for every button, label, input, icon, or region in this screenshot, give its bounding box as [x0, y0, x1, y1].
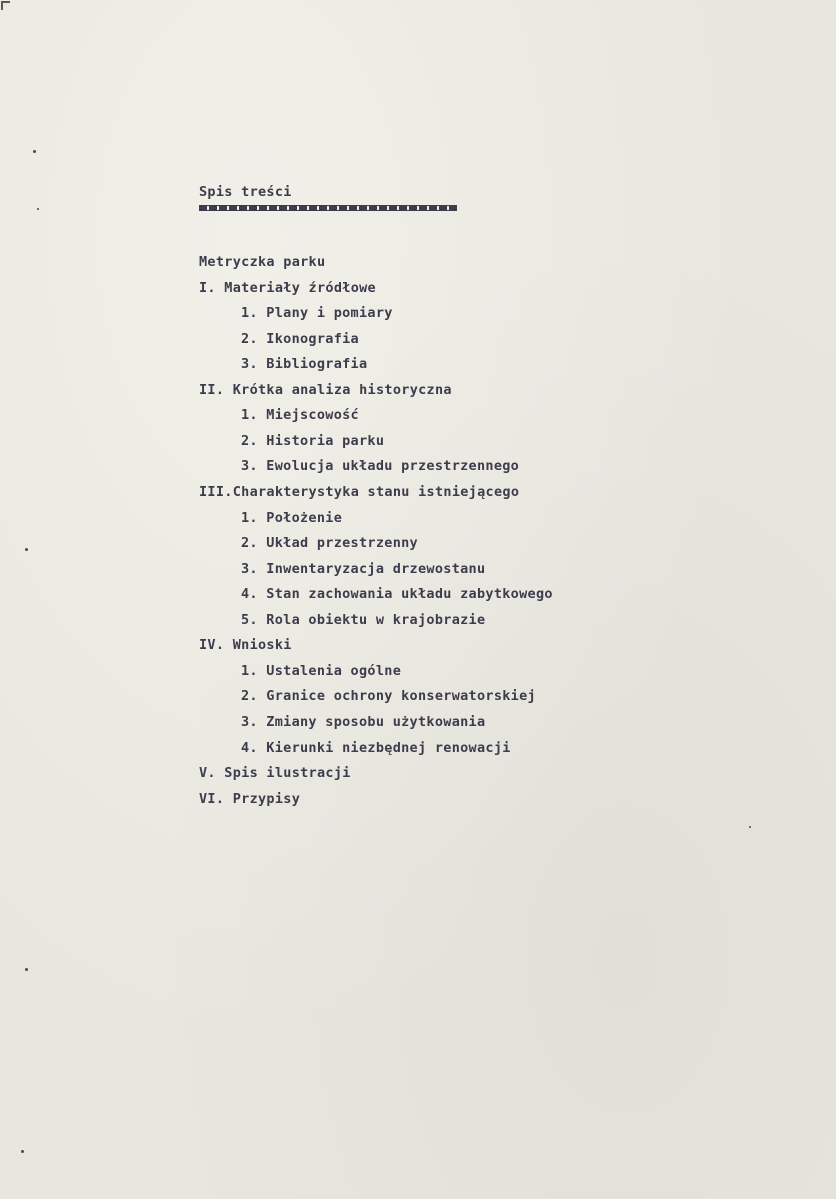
- toc-subentry: 3. Bibliografia: [241, 356, 368, 372]
- toc-subentry: 3. Inwentaryzacja drzewostanu: [241, 561, 486, 577]
- toc-subentry: 3. Zmiany sposobu użytkowania: [241, 714, 486, 730]
- toc-chapter: IV. Wnioski: [199, 637, 292, 653]
- toc-subentry: 2. Granice ochrony konserwatorskiej: [241, 688, 536, 704]
- toc-chapter: VI. Przypisy: [199, 791, 301, 807]
- toc-chapter: V. Spis ilustracji: [199, 765, 351, 781]
- title-underline: [199, 205, 457, 211]
- toc-chapter: I. Materiały źródłowe: [199, 280, 376, 296]
- toc-chapter: III.Charakterystyka stanu istniejącego: [199, 484, 520, 500]
- toc-subentry: 1. Miejscowość: [241, 407, 359, 423]
- toc-subentry: 5. Rola obiektu w krajobrazie: [241, 612, 486, 628]
- toc-subentry: 1. Ustalenia ogólne: [241, 663, 402, 679]
- toc-subentry: 3. Ewolucja układu przestrzennego: [241, 458, 520, 474]
- toc-subentry: 2. Historia parku: [241, 433, 385, 449]
- toc-subentry: 1. Plany i pomiary: [241, 305, 393, 321]
- toc-subentry: 1. Położenie: [241, 510, 343, 526]
- toc-subentry: 4. Stan zachowania układu zabytkowego: [241, 586, 553, 602]
- toc-title: Spis treści: [199, 184, 292, 200]
- toc-subentry: 2. Ikonografia: [241, 331, 359, 347]
- toc-chapter: II. Krótka analiza historyczna: [199, 382, 452, 398]
- toc-subentry: 4. Kierunki niezbędnej renowacji: [241, 740, 511, 756]
- toc-entry: Metryczka parku: [199, 254, 326, 270]
- toc-subentry: 2. Układ przestrzenny: [241, 535, 418, 551]
